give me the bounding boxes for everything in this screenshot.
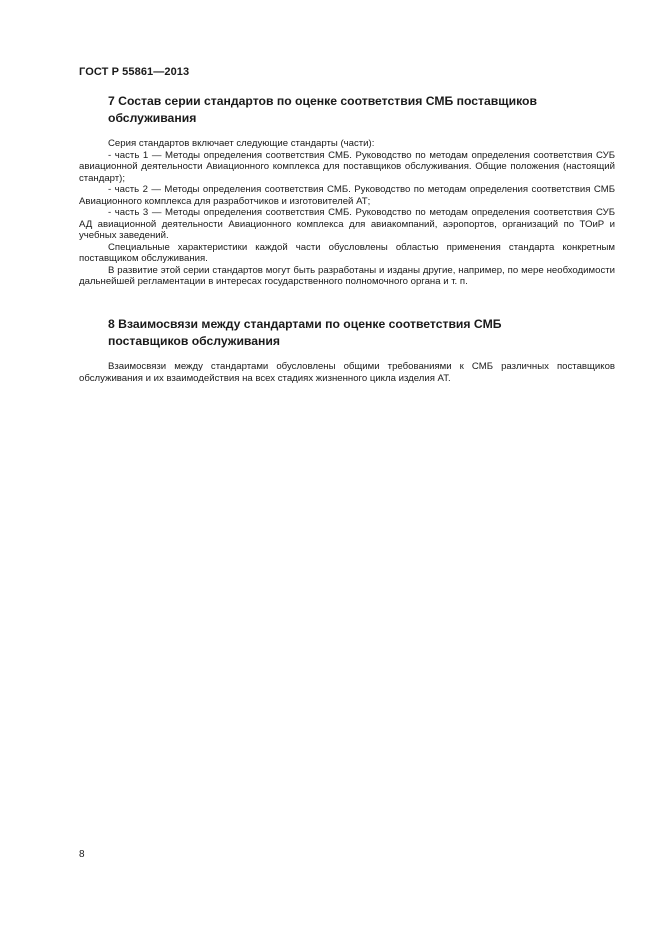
page-number: 8 — [79, 849, 85, 860]
list-item: - часть 3 — Методы определения соответствия СМБ. Руководство по методам определения соответствия СУБ АД авиационной деятельности Авиационного комплекса для авиакомпаний, аэропортов, организаций по ТОиР и учебных заведений. — [79, 207, 615, 241]
section-8-title: 8 Взаимосвязи между стандартами по оценке соответствия СМБ поставщиков обслуживания — [108, 317, 502, 348]
paragraph: Взаимосвязи между стандартами обусловлены общими требованиями к СМБ различных поставщиков обслуживания и их взаимодействия на всех стадиях жизненного цикла изделия АТ. — [79, 361, 615, 384]
section-7-title: 7 Состав серии стандартов по оценке соответствия СМБ поставщиков обслуживания — [108, 94, 537, 125]
list-item: - часть 2 — Методы определения соответствия СМБ. Руководство по методам определения соответствия СМБ Авиационного комплекса для разработчиков и изготовителей АТ; — [79, 184, 615, 207]
section-8-body — [79, 361, 615, 384]
document-header: ГОСТ Р 55861—2013 — [79, 66, 190, 78]
list-item: - часть 1 — Методы определения соответствия СМБ. Руководство по методам определения соответствия СУБ авиационной деятельности Авиационного комплекса для поставщиков обслуживания. Общие положения (настоящий стандарт); — [79, 149, 615, 184]
paragraph: Специальные характеристики каждой части обусловлены областью применения стандарта конкретным поставщиком обслуживания. — [79, 241, 615, 264]
paragraph: В развитие этой серии стандартов могут быть разработаны и изданы другие, например, по мере необходимости дальнейшей регламентации в интересах государственного полномочного органа и т. п. — [79, 264, 615, 287]
section-7-body — [79, 138, 615, 288]
paragraph: Серия стандартов включает следующие стандарты (части): — [108, 138, 375, 149]
